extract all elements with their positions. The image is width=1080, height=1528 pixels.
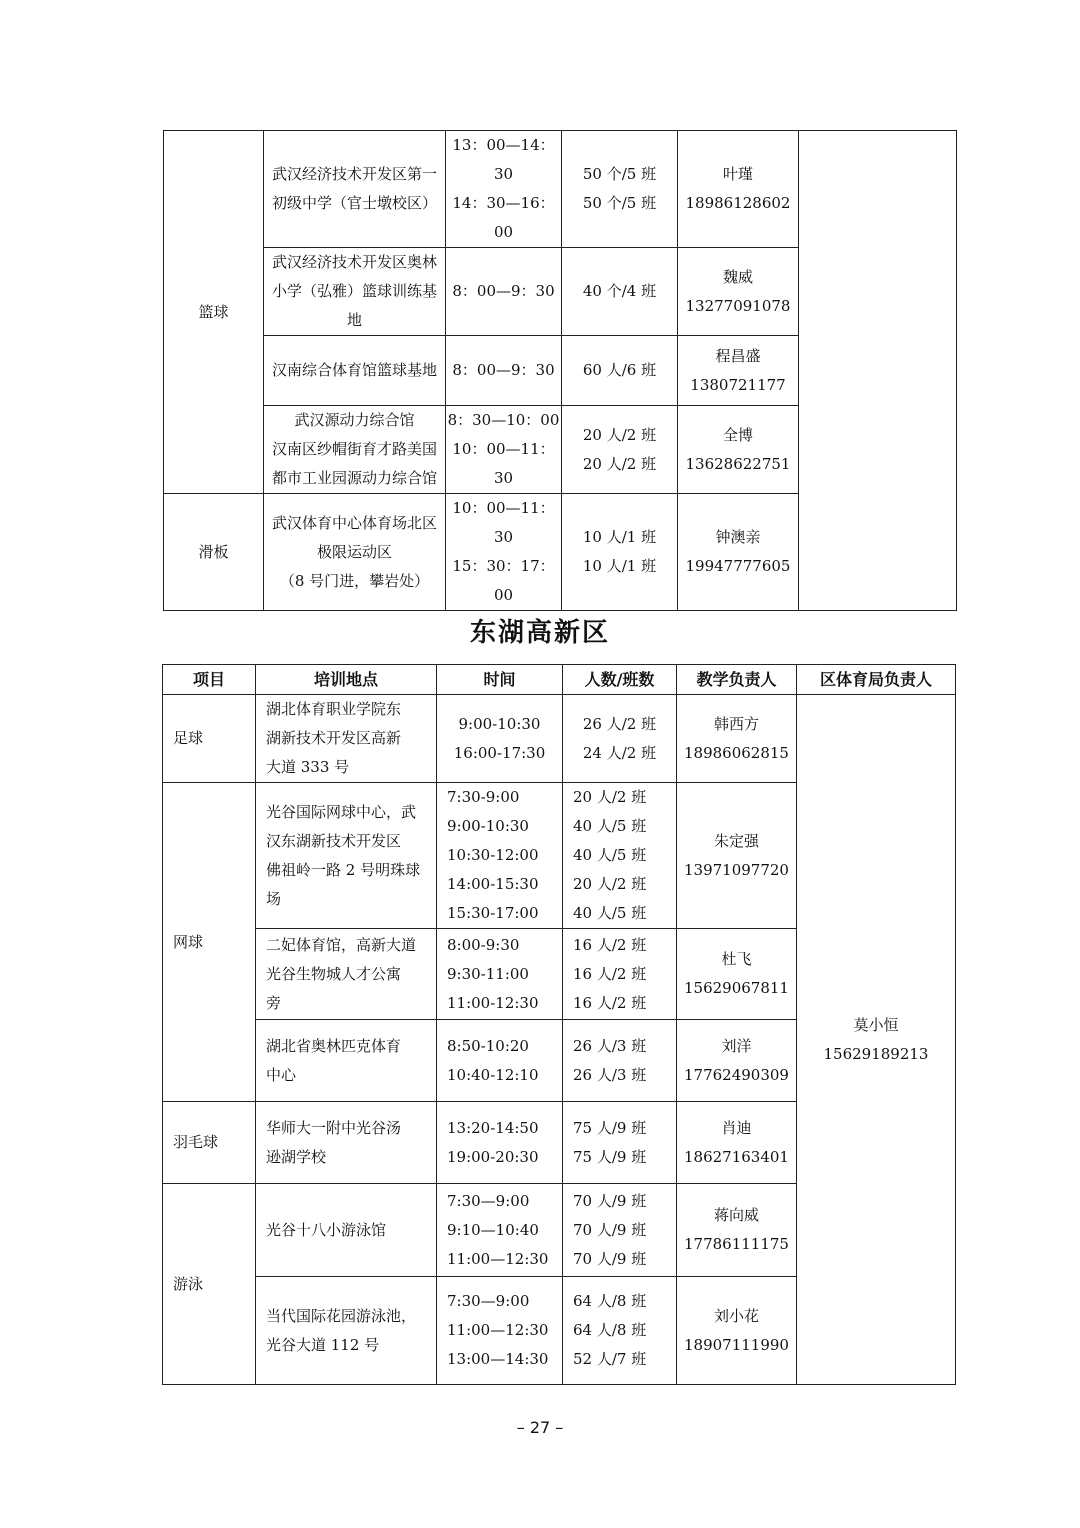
time-cell: 8：00—9：30 xyxy=(446,248,562,336)
teacher-cell: 肖迪 18627163401 xyxy=(677,1102,797,1184)
sport-cell: 篮球 xyxy=(164,131,264,494)
sport-cell: 足球 xyxy=(163,695,256,783)
count-cell: 50 个/5 班 50 个/5 班 xyxy=(562,131,678,248)
location-cell: 武汉经济技术开发区第一 初级中学（官士墩校区） xyxy=(264,131,446,248)
teacher-cell: 钟澳亲 19947777605 xyxy=(678,494,799,611)
time-cell: 13：00—14：30 14：30—16：00 xyxy=(446,131,562,248)
sport-cell: 游泳 xyxy=(163,1184,256,1385)
count-cell: 20 人/2 班 20 人/2 班 xyxy=(562,406,678,494)
count-cell: 40 个/4 班 xyxy=(562,248,678,336)
table-header-row xyxy=(163,665,956,695)
bureau-cell xyxy=(799,131,957,611)
count-cell: 64 人/8 班 64 人/8 班 52 人/7 班 xyxy=(563,1277,677,1385)
time-cell: 7:30—9:00 9:10—10:40 11:00—12:30 xyxy=(437,1184,563,1277)
page-number: – 27 – xyxy=(516,1418,564,1437)
training-table-continued xyxy=(163,130,957,611)
location-cell: 当代国际花园游泳池， 光谷大道 112 号 xyxy=(256,1277,437,1385)
location-cell: 湖北省奥林匹克体育 中心 xyxy=(256,1020,437,1102)
table-row xyxy=(163,695,956,783)
sport-cell: 滑板 xyxy=(164,494,264,611)
header-teacher: 教学负责人 xyxy=(677,665,797,695)
location-cell: 光谷十八小游泳馆 xyxy=(256,1184,437,1277)
table-row xyxy=(164,131,957,248)
time-cell: 9:00-10:30 16:00-17:30 xyxy=(437,695,563,783)
count-cell: 60 人/6 班 xyxy=(562,336,678,406)
count-cell: 26 人/3 班 26 人/3 班 xyxy=(563,1020,677,1102)
time-cell: 8：30—10：00 10：00—11：30 xyxy=(446,406,562,494)
time-cell: 8:00-9:30 9:30-11:00 11:00-12:30 xyxy=(437,929,563,1020)
teacher-cell: 蒋向威 17786111175 xyxy=(677,1184,797,1277)
time-cell: 8：00—9：30 xyxy=(446,336,562,406)
location-cell: 二妃体育馆，高新大道 光谷生物城人才公寓 旁 xyxy=(256,929,437,1020)
count-cell: 70 人/9 班 70 人/9 班 70 人/9 班 xyxy=(563,1184,677,1277)
count-cell: 75 人/9 班 75 人/9 班 xyxy=(563,1102,677,1184)
location-cell: 光谷国际网球中心，武 汉东湖新技术开发区 佛祖岭一路 2 号明珠球 场 xyxy=(256,783,437,929)
location-cell: 华师大一附中光谷汤 逊湖学校 xyxy=(256,1102,437,1184)
teacher-cell: 朱定强 13971097720 xyxy=(677,783,797,929)
location-cell: 汉南综合体育馆篮球基地 xyxy=(264,336,446,406)
time-cell: 13:20-14:50 19:00-20:30 xyxy=(437,1102,563,1184)
count-cell: 26 人/2 班 24 人/2 班 xyxy=(563,695,677,783)
count-cell: 20 人/2 班 40 人/5 班 40 人/5 班 20 人/2 班 40 人/5 班 xyxy=(563,783,677,929)
teacher-cell: 程昌盛 1380721177 xyxy=(678,336,799,406)
header-location: 培训地点 xyxy=(256,665,437,695)
header-bureau: 区体育局负责人 xyxy=(797,665,956,695)
teacher-cell: 刘洋 17762490309 xyxy=(677,1020,797,1102)
teacher-cell: 韩西方 18986062815 xyxy=(677,695,797,783)
sport-cell: 羽毛球 xyxy=(163,1102,256,1184)
time-cell: 10：00—11：30 15：30：17：00 xyxy=(446,494,562,611)
training-table-donghu xyxy=(162,664,956,1385)
sport-cell: 网球 xyxy=(163,783,256,1102)
location-cell: 武汉体育中心体育场北区 极限运动区 （8 号门进，攀岩处） xyxy=(264,494,446,611)
location-cell: 湖北体育职业学院东 湖新技术开发区高新 大道 333 号 xyxy=(256,695,437,783)
location-cell: 武汉源动力综合馆 汉南区纱帽街育才路美国 都市工业园源动力综合馆 xyxy=(264,406,446,494)
time-cell: 7:30-9:00 9:00-10:30 10:30-12:00 14:00-15:30 15:30-17:00 xyxy=(437,783,563,929)
header-count: 人数/班数 xyxy=(563,665,677,695)
section-heading: 东湖高新区 xyxy=(469,618,610,648)
location-cell: 武汉经济技术开发区奥林 小学（弘雅）篮球训练基 地 xyxy=(264,248,446,336)
header-sport: 项目 xyxy=(163,665,256,695)
time-cell: 7:30—9:00 11:00—12:30 13:00—14:30 xyxy=(437,1277,563,1385)
header-time: 时间 xyxy=(437,665,563,695)
teacher-cell: 魏威 13277091078 xyxy=(678,248,799,336)
teacher-cell: 刘小花 18907111990 xyxy=(677,1277,797,1385)
teacher-cell: 全博 13628622751 xyxy=(678,406,799,494)
count-cell: 10 人/1 班 10 人/1 班 xyxy=(562,494,678,611)
teacher-cell: 叶瑾 18986128602 xyxy=(678,131,799,248)
time-cell: 8:50-10:20 10:40-12:10 xyxy=(437,1020,563,1102)
bureau-cell: 莫小恒 15629189213 xyxy=(797,695,956,1385)
count-cell: 16 人/2 班 16 人/2 班 16 人/2 班 xyxy=(563,929,677,1020)
teacher-cell: 杜飞 15629067811 xyxy=(677,929,797,1020)
